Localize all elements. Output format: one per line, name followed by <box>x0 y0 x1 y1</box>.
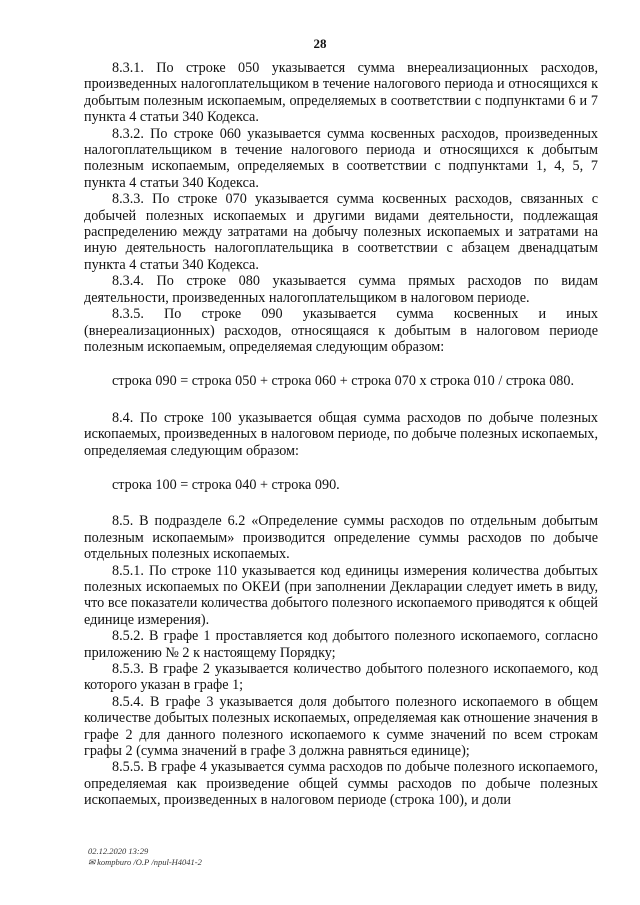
paragraph-8-3-5: 8.3.5. По строке 090 указывается сумма косвенных и иных (внереализационных) расходов, относящаяся к добытым в налоговом периоде полезным ископаемым, определяемая следующим образом: <box>84 306 598 355</box>
paragraph-8-5-3: 8.5.3. В графе 2 указывается количество добытого полезного ископаемого, код которого указан в графе 1; <box>84 661 598 694</box>
paragraph-8-5-5: 8.5.5. В графе 4 указывается сумма расходов по добыче полезного ископаемого, определяемая как произведение общей суммы расходов по добыче полезных ископаемых, произведенных в налоговом периоде (строка 100), и доли <box>84 759 598 809</box>
page-number: 28 <box>313 36 327 51</box>
formula-line-090: строка 090 = строка 050 + строка 060 + строка 070 х строка 010 / строка 080. <box>112 373 575 390</box>
paragraph-8-5-1: 8.5.1. По строке 110 указывается код единицы измерения количества добытых полезных ископаемых по ОКЕИ (при заполнении Декларации следует иметь в виду, что все показатели количества добытого полезного ископаемого приводятся к общей единице измерения). <box>84 562 598 628</box>
footer-code: kompburo /О.Р /приl-Н4041-2 <box>97 857 202 867</box>
paragraph-8-5-2: 8.5.2. В графе 1 проставляется код добытого полезного ископаемого, согласно приложению № 2 к настоящему Порядку; <box>84 628 598 661</box>
paragraph-8-5: 8.5. В подразделе 6.2 «Определение суммы расходов по отдельным добытым полезным ископаемым» производится определение суммы расходов по добыче отдельных полезных ископаемых. <box>84 513 598 563</box>
formula-line-100: строка 100 = строка 040 + строка 090. <box>112 476 340 493</box>
document-body <box>84 60 598 809</box>
paragraph-8-3-2: 8.3.2. По строке 060 указывается сумма косвенных расходов, произведенных налогоплательщиком в течение налогового периода и относящихся к добытым полезным ископаемым, определяемых в соответствии с подпунктами 1, 4, 5, 7 пункта 4 статьи 340 Кодекса. <box>84 125 598 191</box>
footer-date: 02.12.2020 13:29 <box>88 846 149 856</box>
paragraph-8-3-1: 8.3.1. По строке 050 указывается сумма внереализационных расходов, произведенных налогоплательщиком в течение налогового периода и относящихся к добытым полезным ископаемым, определяемых в соответствии с подпунктами 6 и 7 пункта 4 статьи 340 Кодекса. <box>84 60 598 126</box>
paragraph-8-4: 8.4. По строке 100 указывается общая сумма расходов по добыче полезных ископаемых, произведенных в налоговом периоде, по добыче полезных ископаемых, определяемая следующим образом: <box>84 409 598 459</box>
document-footer <box>88 846 202 868</box>
paragraph-8-3-3: 8.3.3. По строке 070 указывается сумма косвенных расходов, связанных с добычей полезных ископаемых и другими видами деятельности, подлежащая распределению между затратами на добычу полезных ископаемых и затратами на иную деятельность налогоплательщика в соответствии с абзацем двенадцатым пункта 4 статьи 340 Кодекса. <box>84 191 598 273</box>
footer-code-line <box>88 857 202 868</box>
paragraph-8-3-4: 8.3.4. По строке 080 указывается сумма прямых расходов по видам деятельности, произведенных налогоплательщиком в налоговом периоде. <box>84 273 598 306</box>
footer-mark-icon: ✉ <box>88 857 96 867</box>
paragraph-8-5-4: 8.5.4. В графе 3 указывается доля добытого полезного ископаемого в общем количестве добытых полезных ископаемых, определяемая как отношение значения в графе 2 для данного полезного ископаемого к сумме значений по всем строкам графы 2 (сумма значений в графе 3 должна равняться единице); <box>84 693 598 760</box>
